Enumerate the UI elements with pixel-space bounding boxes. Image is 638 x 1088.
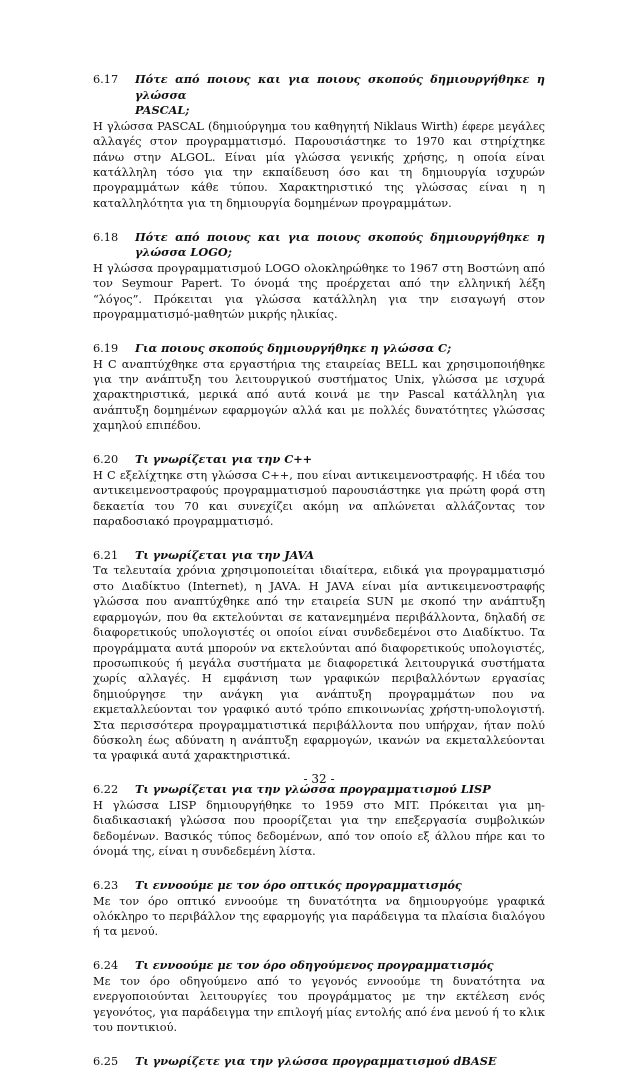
answer-text: Η C εξελίχτηκε στη γλώσσα C++, που είναι αντικειμενοστραφής. Η ιδέα του αντικειμενοστραφούς προγραμματισμού παρουσιάστηκε για πρώτη φορά στη δεκαετία του 70 και συνεχίζει ακόμη να απλώνεται αλλάζοντας τον παραδοσιακό προγραμματισμό. bbox=[93, 468, 545, 528]
answer-text: Η γλώσσα PASCAL (δημιούργημα του καθηγητή Niklaus Wirth) έφερε μεγάλες αλλαγές στον προγραμματισμό. Παρουσιάστηκε το 1970 και στηρίχτηκε πάνω στην ALGOL. Είναι μία γλώσσα γενικής χρήσης, η οποία είναι κατάλληλη τόσο για την εκπαίδευση όσο και τη δημιουργία ισχυρών προγραμμάτων κάθε τύπου. Χαρακτηριστικό της γλώσσας είναι η η καταλληλότητα για τη δημιουργία δομημένων προγραμμάτων. bbox=[93, 119, 545, 210]
page-number: - 32 - bbox=[303, 772, 335, 786]
section-6-20 bbox=[93, 452, 545, 529]
question-title: Τι γνωρίζεται για την γλώσσα προγραμματισμού LISP bbox=[135, 782, 491, 797]
question-number: 6.20 bbox=[93, 453, 119, 467]
question-title: Για ποιους σκοπούς δημιουργήθηκε η γλώσσα C; bbox=[135, 341, 452, 356]
section-6-22 bbox=[93, 782, 545, 859]
question-title bbox=[135, 72, 545, 119]
section-6-25 bbox=[93, 1054, 545, 1070]
question-title-line1: Πότε από ποιους και για ποιους σκοπούς δημιουργήθηκε η γλώσσα bbox=[135, 72, 545, 102]
question-number: 6.21 bbox=[93, 548, 119, 562]
question-heading bbox=[93, 452, 545, 468]
question-title: Τι γνωρίζετε για την γλώσσα προγραμματισμού dBASE bbox=[135, 1054, 497, 1068]
question-heading bbox=[93, 341, 545, 357]
question-heading bbox=[93, 878, 545, 894]
answer-text: Τα τελευταία χρόνια χρησιμοποιείται ιδιαίτερα, ειδικά για προγραμματισμό στο Διαδίκτυο (Internet), η JAVA. Η JAVA είναι μία αντικειμενοστραφής γλώσσα που αναπτύχθηκε από την εταιρεία SUN με σκοπό την ανάπτυξη εφαρμογών, που θα εκτελούνται σε κατανεμημένα περιβάλλοντα, δηλαδή σε διαφορετικούς υπολογιστές οι οποίοι είναι συνδεδεμένοι στο Διαδίκτυο. Τα προγράμματα αυτά μπορούν να εκτελούνται από διαφορετικούς υπολογιστές, προσωπικούς ή μεγάλα συστήματα με διαφορετικά λειτουργικά συστήματα χωρίς αλλαγές. Η εμφάνιση των γραφικών περιβαλλόντων εργασίας δημιούργησε την ανάγκη για ανάπτυξη προγραμμάτων που να εκμεταλλεύονται τον γραφικό αυτό τρόπο επικοινωνίας χρήστη-υπολογιστή. Στα περισσότερα προγραμματιστικά περιβάλλοντα που υπήρχαν, ήταν πολύ δύσκολη έως αδύνατη η ανάπτυξη εφαρμογών, ικανών να εκμεταλλεύονται τα γραφικά αυτά χαρακτηριστικά. bbox=[93, 564, 545, 763]
section-6-24 bbox=[93, 958, 545, 1035]
question-heading bbox=[93, 958, 545, 974]
document-page bbox=[93, 72, 545, 1088]
question-heading bbox=[93, 1054, 545, 1070]
answer-text: Η γλώσσα LISP δημιουργήθηκε το 1959 στο MIT. Πρόκειται για μη-διαδικασιακή γλώσσα που προορίζεται για την επεξεργασία συμβολικών δεδομένων. Βασικός τύπος δεδομένων, από τον οποίο εξ άλλου πήρε και το όνομά της, είναι η συνδεδεμένη λίστα. bbox=[93, 798, 545, 859]
question-title-line2: PASCAL; bbox=[135, 103, 190, 118]
question-number: 6.19 bbox=[93, 342, 119, 356]
answer-text: Η C αναπτύχθηκε στα εργαστήρια της εταιρείας BELL και χρησιμοποιήθηκε για την ανάπτυξη του λειτουργικού συστήματος Unix, γλώσσα με ισχυρά χαρακτηριστικά, μερικά από αυτά κοινά με την Pascal κατάλληλη για ανάπτυξη δομημένων εφαρμογών αλλά και με πολλές δυνατότητες γλώσσας χαμηλού επιπέδου. bbox=[93, 357, 545, 433]
question-title: Τι γνωρίζεται για την C++ bbox=[135, 452, 313, 467]
section-6-17 bbox=[93, 72, 545, 211]
question-title: Πότε από ποιους και για ποιους σκοπούς δημιουργήθηκε η γλώσσα LOGO; bbox=[135, 229, 545, 260]
section-6-23 bbox=[93, 878, 545, 940]
answer-text: Με τον όρο οδηγούμενο από το γεγονός εννοούμε τη δυνατότητα να ενεργοποιούνται λειτουργίες του προγράμματος με την εκτέλεση ενός γεγονότος, για παράδειγμα την επιλογή μίας εντολής από ένα μενού ή το κλικ του ποντικιού. bbox=[93, 974, 545, 1035]
question-heading bbox=[93, 230, 545, 261]
question-number: 6.23 bbox=[93, 878, 119, 892]
question-number: 6.18 bbox=[93, 230, 119, 244]
question-number: 6.24 bbox=[93, 959, 119, 973]
answer-text: Με τον όρο οπτικό εννοούμε τη δυνατότητα να δημιουργούμε γραφικά ολόκληρο το περιβάλλον της εφαρμογής για παράδειγμα τα πλαίσια διαλόγου ή τα μενού. bbox=[93, 894, 545, 939]
question-title: Τι γνωρίζεται για την JAVA bbox=[135, 547, 315, 562]
section-6-21 bbox=[93, 548, 545, 764]
question-heading bbox=[93, 72, 545, 119]
question-number: 6.25 bbox=[93, 1055, 119, 1068]
section-6-18 bbox=[93, 230, 545, 323]
question-title: Τι εννοούμε με τον όρο οπτικός προγραμματισμός bbox=[135, 877, 462, 892]
answer-text: Η γλώσσα προγραμματισμού LOGO ολοκληρώθηκε το 1967 στη Βοστώνη από τον Seymour Papert. Το όνομά της προέρχεται από την ελληνική λέξη “λόγος”. Πρόκειται για γλώσσα κατάλληλη για την εισαγωγή στον προγραμματισμό-μαθητών μικρής ηλικίας. bbox=[93, 261, 545, 322]
question-number: 6.22 bbox=[93, 783, 119, 797]
question-title: Τι εννοούμε με τον όρο οδηγούμενος προγραμματισμός bbox=[135, 958, 494, 973]
question-number: 6.17 bbox=[93, 73, 119, 86]
question-heading bbox=[93, 548, 545, 564]
section-6-19 bbox=[93, 341, 545, 434]
